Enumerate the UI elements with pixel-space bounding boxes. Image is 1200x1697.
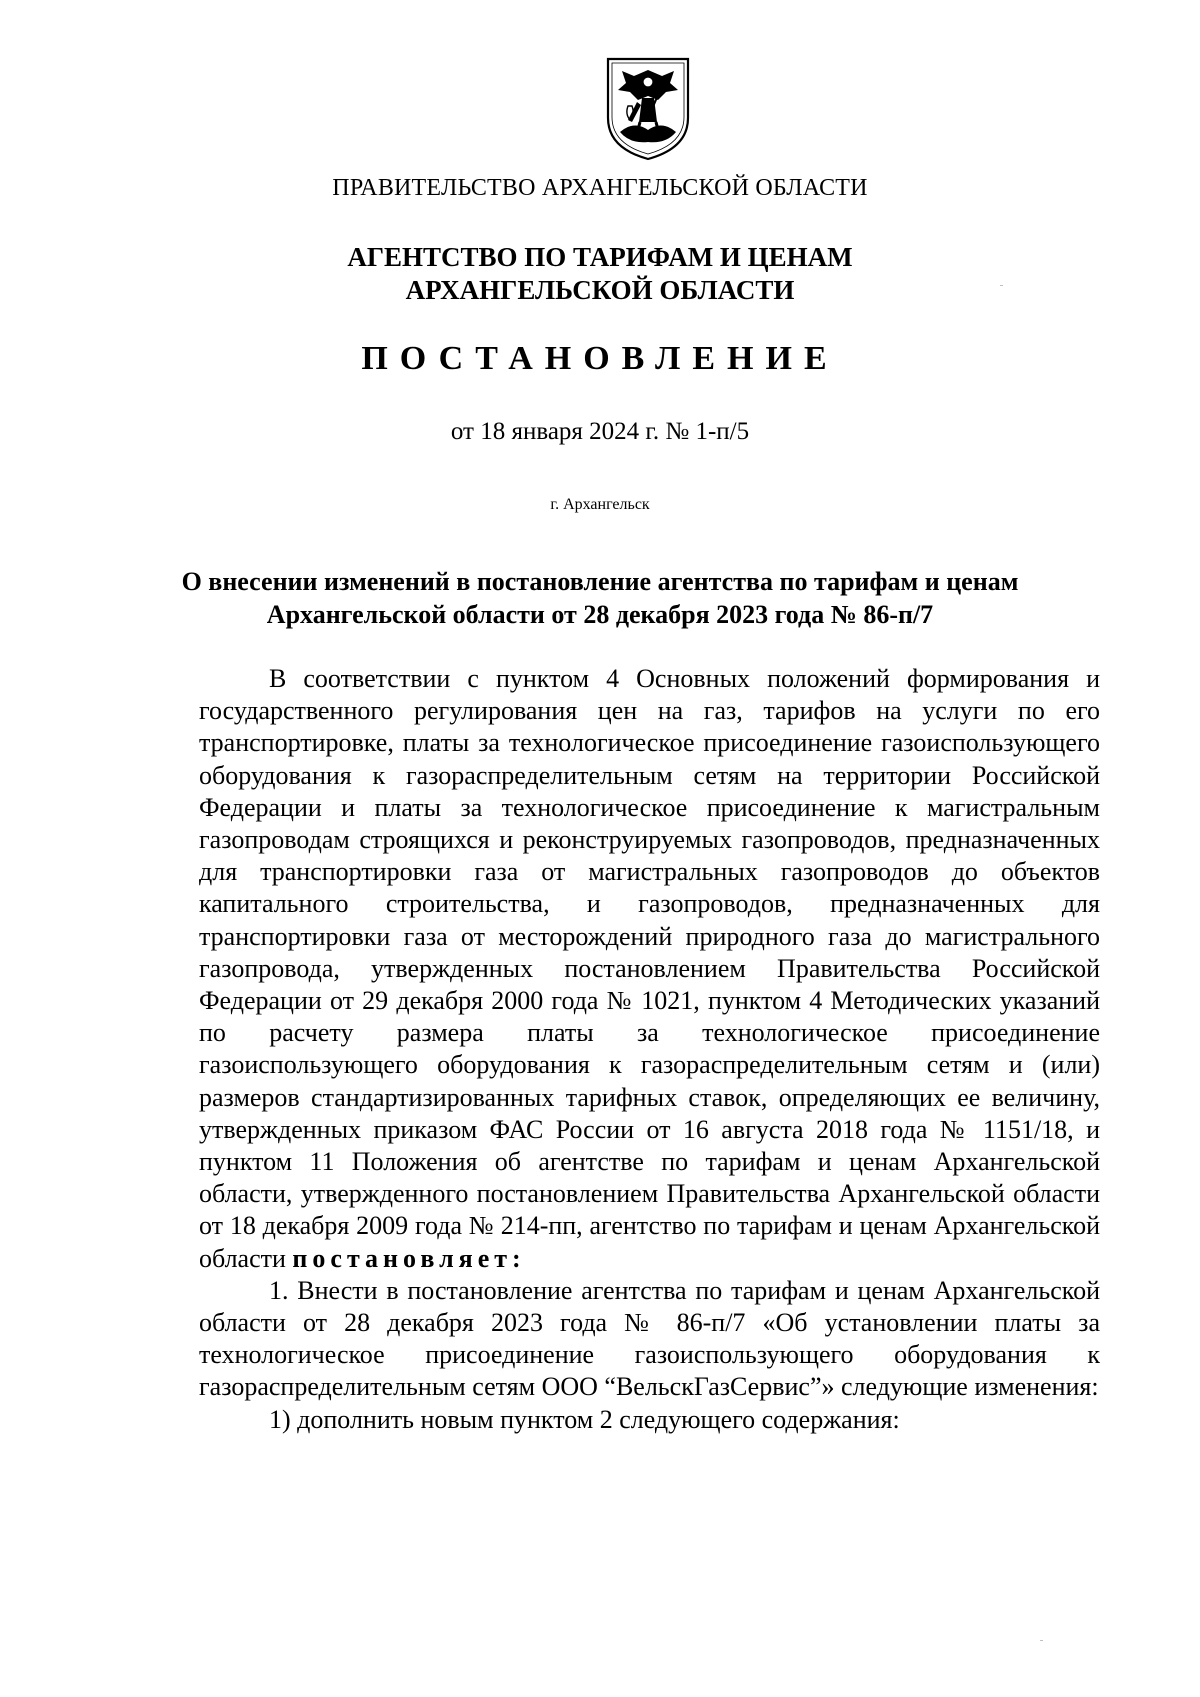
- agency-name-line-1: АГЕНТСТВО ПО ТАРИФАМ И ЦЕНАМ: [347, 242, 853, 272]
- document-type-title: ПОСТАНОВЛЕНИЕ: [361, 340, 839, 377]
- subject-line-1: О внесении изменений в постановление агентства по тарифам и ценам: [181, 567, 1019, 596]
- preamble-paragraph: [199, 663, 1100, 1275]
- scan-speck: [1040, 1640, 1043, 1641]
- document-date-number: от 18 января 2024 г. № 1-п/5: [450, 418, 750, 445]
- subject-line-2: Архангельской области от 28 декабря 2023 года № 86-п/7: [266, 600, 934, 629]
- item-1-paragraph: 1. Внести в постановление агентства по тарифам и ценам Архангельской области от 28 декабря 2023 года № 86-п/7 «Об установлении платы за технологическое присоединение газоиспользующего оборудования к газораспределительным сетям ООО “ВельскГазСервис”» следующие изменения:: [199, 1275, 1100, 1402]
- preamble-text: В соответствии с пунктом 4 Основных положений формирования и государственного регулирования цен на газ, тарифов на услуги по его транспортировке, платы за технологическое присоединение газоиспользующего оборудования к газораспределительным сетям на территории Российской Федерации и платы за технологическое присоединение к магистральным газопроводам строящихся и реконструируемых газопроводов, предназначенных для транспортировки газа от магистральных газопроводов до объектов капитального строительства, и газопроводов, предназначенных для транспортировки газа от месторождений природного газа до магистрального газопровода, утвержденных постановлением Правительства Российской Федерации от 29 декабря 2000 года № 1021, пунктом 4 Методических указаний по расчету размера платы за технологическое присоединение газоиспользующего оборудования к газораспределительным сетям и (или) размеров стандартизированных тарифных ставок, определяющих ее величину, утвержденных приказом ФАС России от 16 августа 2018 года № 1151/18, и пунктом 11 Положения об агентстве по тарифам и ценам Архангельской области, утвержденного постановлением Правительства Архангельской области от 18 декабря 2009 года № 214-пп, агентство по тарифам и ценам Архангельской области: [199, 664, 1100, 1273]
- document-body: [199, 663, 1100, 1436]
- document-city: г. Архангельск: [550, 496, 650, 513]
- agency-name: [0, 241, 1200, 307]
- document-subject: [0, 565, 1200, 631]
- item-1-subitem-1: 1) дополнить новым пунктом 2 следующего содержания:: [269, 1404, 900, 1434]
- arkhangelsk-coat-of-arms-icon: [604, 56, 692, 162]
- scan-speck: [1000, 285, 1003, 286]
- agency-name-line-2: АРХАНГЕЛЬСКОЙ ОБЛАСТИ: [405, 275, 795, 305]
- government-name: ПРАВИТЕЛЬСТВО АРХАНГЕЛЬСКОЙ ОБЛАСТИ: [332, 175, 868, 201]
- resolves-word: постановляет:: [292, 1243, 526, 1273]
